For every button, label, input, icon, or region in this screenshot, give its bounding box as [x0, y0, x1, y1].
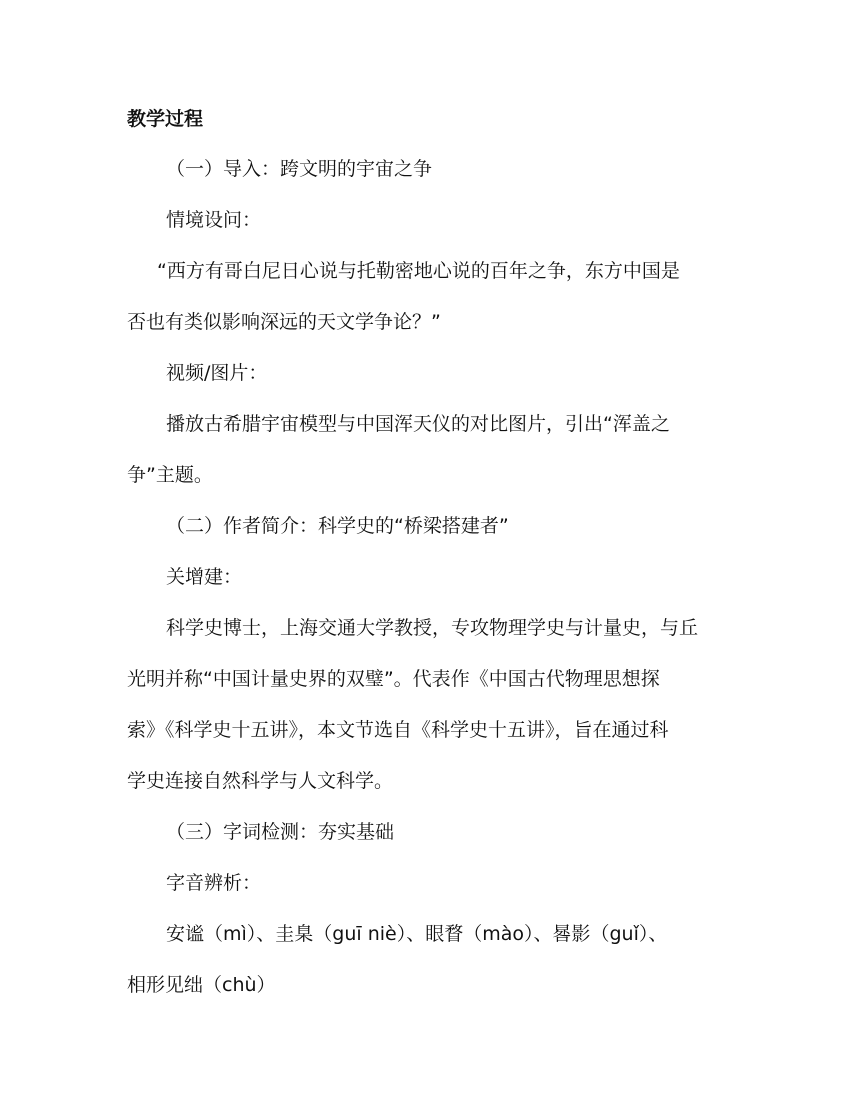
paragraph-line: 科学史博士，上海交通大学教授，专攻物理学史与计量史，与丘 — [166, 617, 699, 639]
paragraph-line: 索》《科学史十五讲》，本文节选自《科学史十五讲》，旨在通过科 — [127, 719, 669, 741]
paragraph-line: 争”主题。 — [127, 464, 213, 486]
label-video-image: 视频/图片： — [166, 362, 268, 384]
subsection-heading-author: （二）作者简介：科学史的“桥梁搭建者” — [166, 515, 509, 537]
subsection-heading-intro: （一）导入：跨文明的宇宙之争 — [166, 158, 433, 180]
paragraph-line: 相形见绌（chù） — [127, 974, 276, 996]
label-author-name: 关增建： — [166, 566, 243, 588]
paragraph-line: 安谧（mì）、圭臬（guī niè）、眼瞀（mào）、晷影（guǐ）、 — [166, 923, 668, 945]
paragraph-line: 否也有类似影响深远的天文学争论？” — [127, 311, 441, 333]
paragraph-line: 播放古希腊宇宙模型与中国浑天仪的对比图片，引出“浑盖之 — [166, 413, 670, 435]
paragraph-line: 学史连接自然科学与人文科学。 — [127, 770, 394, 792]
label-pronunciation: 字音辨析： — [166, 872, 262, 894]
label-scenario-question: 情境设问： — [166, 209, 262, 231]
paragraph-line: “西方有哥白尼日心说与托勒密地心说的百年之争，东方中国是 — [157, 260, 680, 282]
section-heading: 教学过程 — [127, 108, 204, 130]
subsection-heading-vocab: （三）字词检测：夯实基础 — [166, 821, 395, 843]
document-body — [127, 153, 737, 1020]
paragraph-line: 光明并称“中国计量史界的双璧”。代表作《中国古代物理思想探 — [127, 668, 660, 690]
